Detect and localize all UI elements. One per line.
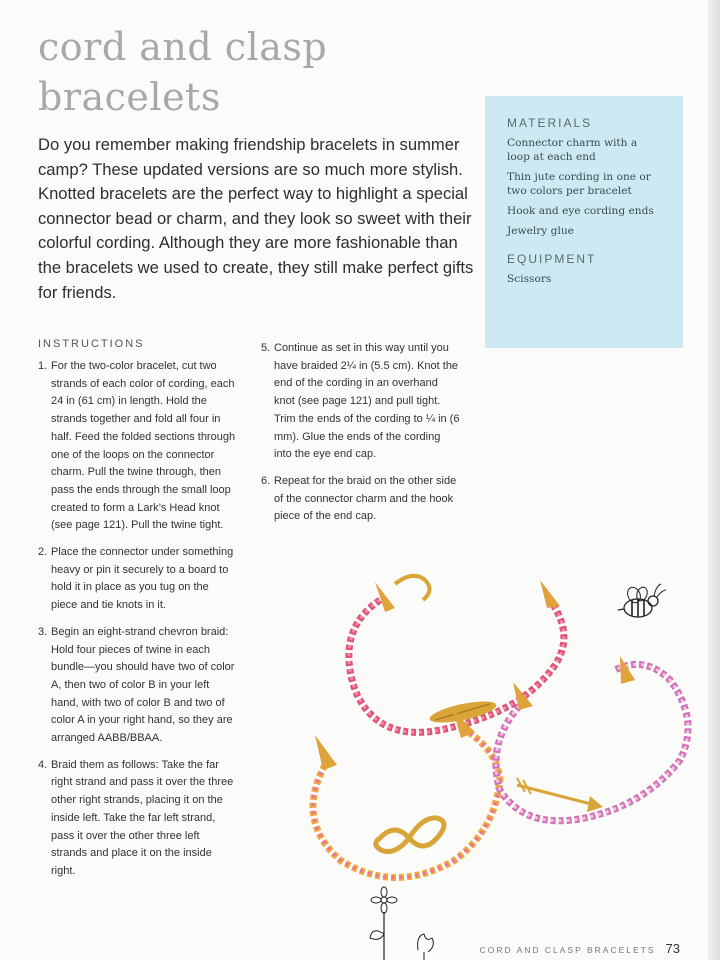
instruction-step bbox=[38, 358, 238, 535]
bracelets-photo bbox=[285, 560, 720, 920]
step-number: 3. bbox=[38, 625, 48, 638]
instruction-step bbox=[38, 544, 238, 615]
instructions-column-2 bbox=[261, 340, 461, 535]
intro-paragraph: Do you remember making friendship bracelets in summer camp? These updated versions are so much more stylish. Knotted bracelets are the perfect way to highlight a special connector bead or charm, and they look so sweet with their colorful cording. Although they are more fashionable than the bracelets we used to create, they still make perfect gifts for friends. bbox=[38, 135, 474, 302]
page-footer bbox=[480, 941, 680, 956]
step-number: 1. bbox=[38, 360, 48, 372]
materials-heading: MATERIALS bbox=[507, 116, 593, 130]
title-line-1: cord and clasp bbox=[38, 25, 328, 69]
pink-feather-bracelet bbox=[349, 576, 564, 733]
material-item: Connector charm with a loop at each end bbox=[507, 137, 638, 163]
page-title bbox=[38, 22, 327, 122]
step-number: 2. bbox=[38, 546, 48, 559]
page-number: 73 bbox=[665, 941, 680, 956]
step-text: Braid them as follows: Take the far right strand and pass it over the three other right strands, placing it on the inside left. Take the far left strand, pass it over the other three left strands and place it on the inside right. bbox=[51, 758, 234, 877]
step-text: For the two-color bracelet, cut two strands of each color of cording, each 24 in (61 cm) in length. Hold the strands together and fold all four in half. Feed the folded sections through one of the loops on the connector charm. Pull the twine through, then pass the ends through the small loop created to form a Lark’s Head knot (see page 121). Pull the twine tight. bbox=[51, 360, 236, 532]
step-text: Begin an eight-strand chevron braid: Hold four pieces of twine in each bundle—you should have two of color A, then two of color B in your left hand, with two of color B and two of color A in your right hand, so they are arranged AABB/BBAA. bbox=[51, 625, 235, 745]
instruction-step bbox=[38, 757, 238, 881]
instruction-step bbox=[261, 473, 461, 526]
instructions-heading: INSTRUCTIONS bbox=[38, 338, 145, 350]
step-text: Repeat for the braid on the other side of the connector charm and the hook piece of the end cap. bbox=[274, 474, 457, 523]
material-item: Hook and eye cording ends bbox=[507, 205, 654, 217]
instructions-column-1 bbox=[38, 358, 238, 890]
step-number: 5. bbox=[261, 342, 271, 354]
step-text: Place the connector under something heavy or pin it securely to a board to hold it in place as you tug on the piece and tie knots in it. bbox=[51, 546, 234, 612]
running-head: CORD AND CLASP BRACELETS bbox=[479, 945, 656, 955]
step-text: Continue as set in this way until you have braided 2¼ in (5.5 cm). Knot the end of the cording in an overhand knot (see page 121) and pull tight. Trim the ends of the cording to ¼ in (6 mm). Glue the ends of the cording into the eye end cap. bbox=[274, 342, 460, 461]
flower-doodle-icon bbox=[362, 886, 452, 960]
equipment-item: Scissors bbox=[507, 273, 552, 285]
step-number: 6. bbox=[261, 474, 271, 487]
material-item: Jewelry glue bbox=[507, 225, 574, 237]
instruction-step bbox=[261, 340, 461, 464]
instruction-step bbox=[38, 624, 238, 748]
title-line-2: bracelets bbox=[38, 75, 221, 119]
materials-box bbox=[485, 96, 683, 348]
purple-arrow-bracelet bbox=[496, 656, 688, 821]
equipment-heading: EQUIPMENT bbox=[507, 252, 597, 266]
material-item: Thin jute cording in one or two colors per bracelet bbox=[507, 171, 651, 197]
step-number: 4. bbox=[38, 758, 48, 771]
